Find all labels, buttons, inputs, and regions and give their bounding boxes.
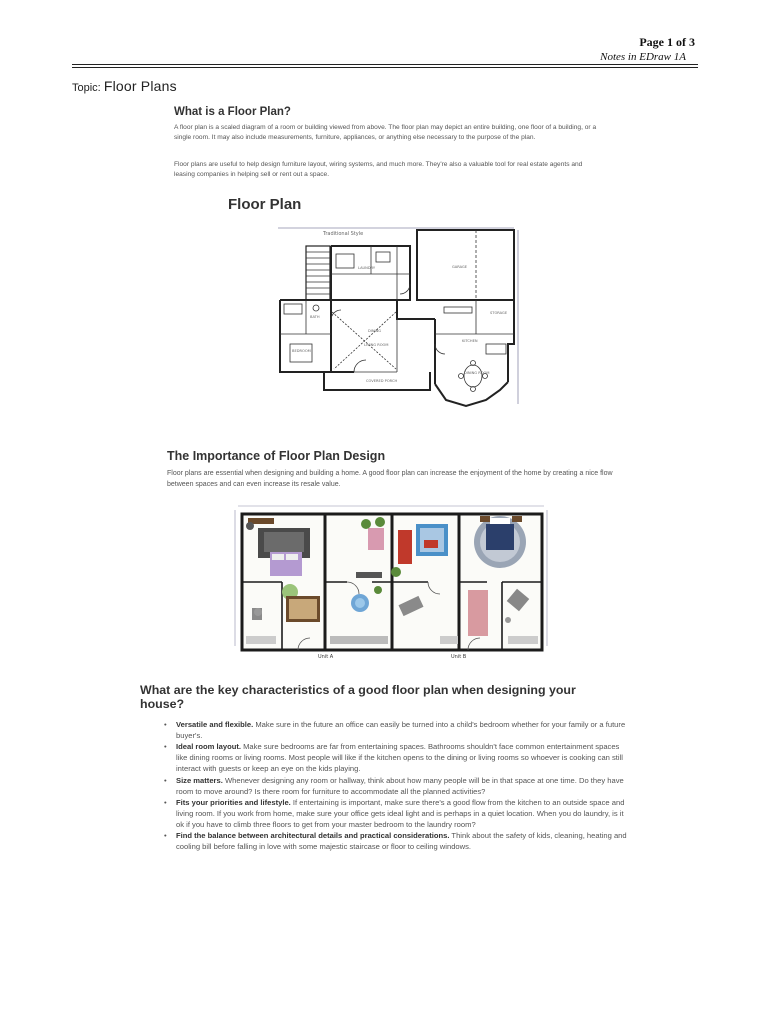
- item-text: Make sure in the future an office can easily be turned into a child's bedroom whether for your family or a future buyer's.: [176, 720, 626, 740]
- fp-label-living-room: LIVING ROOM: [364, 343, 389, 347]
- floor-plan-title: Floor Plan: [228, 196, 302, 213]
- what-is-para-1: A floor plan is a scaled diagram of a room or building viewed from above. The floor plan may depict an entire building, one floor of a building, or a single room. It may also include measurements, furniture, appliances, or anything else necessary to the purpose of the plan.: [174, 124, 597, 141]
- fp-label-storage: STORAGE: [490, 311, 508, 315]
- fp-label-dining: DINING: [368, 329, 382, 333]
- fp-label-kitchen: KITCHEN: [462, 339, 478, 343]
- header-rule-thin: [72, 67, 698, 68]
- fp-label-bath: BATH: [310, 315, 320, 319]
- item-lead: Size matters.: [176, 775, 223, 785]
- traditional-floor-plan-diagram: [276, 224, 524, 408]
- topic-line: [72, 78, 177, 94]
- characteristics-heading: What are the key characteristics of a good floor plan when designing your house?: [140, 683, 576, 711]
- two-unit-floor-plan-diagram: [232, 500, 550, 662]
- fp-label-dining-room: DINING ROOM: [464, 371, 490, 375]
- fp-label-laundry: LAUNDRY: [358, 266, 376, 270]
- list-item: [176, 776, 628, 798]
- characteristics-list: [176, 720, 628, 854]
- what-is-heading: What is a Floor Plan?: [174, 106, 291, 118]
- header-rule: [72, 64, 698, 65]
- topic-value: Floor Plans: [103, 78, 177, 94]
- list-item: [176, 831, 628, 853]
- item-text: Whenever designing any room or hallway, think about how many people will be in that space at one time. Do they have room to move around? Is there room for furniture to accommodate all the planned activities?: [176, 775, 624, 796]
- fp-label-bedroom: BEDROOM: [292, 349, 311, 353]
- item-lead: Versatile and flexible.: [176, 720, 254, 729]
- importance-heading: The Importance of Floor Plan Design: [167, 449, 386, 463]
- item-lead: Fits your priorities and lifestyle.: [176, 798, 291, 808]
- unit-b-label: Unit B: [451, 654, 467, 660]
- item-text: Think about the safety of kids, cleaning, heating and cooling bill before falling in love with some majestic staircase or floor to ceiling windows.: [176, 831, 627, 852]
- notes-label: Notes in EDraw 1A: [600, 51, 686, 63]
- item-text: If entertaining is important, make sure there's a good flow from the kitchen to an outside space and living room. If you work from home, make sure your office gets ideal light and is perhaps in a quiet location. When you do laundry, is it ok if you have to climb three floors to get from your master bedroom to the laundry room?: [176, 798, 625, 829]
- what-is-para-2: Floor plans are useful to help design furniture layout, wiring systems, and much more. They're also a valuable tool for real estate agents and leasing companies in helping sell or rent out a space.: [174, 161, 583, 178]
- fp-label-covered-porch: COVERED PORCH: [366, 379, 398, 383]
- list-item: [176, 720, 628, 742]
- item-text: Make sure bedrooms are far from entertaining spaces. Bathrooms shouldn't face common entertainment spaces like dining rooms or living rooms. Most people will like if the kitchen opens to the dining or living rooms so whoever is cooking can still interact with guests or keep an eye on the kids playing.: [176, 742, 623, 774]
- fp-label-garage: GARAGE: [452, 265, 468, 269]
- item-lead: Find the balance between architectural details and practical considerations.: [176, 831, 450, 841]
- list-item: [176, 798, 628, 831]
- topic-label: Topic:: [72, 82, 101, 94]
- unit-a-label: Unit A: [318, 654, 334, 660]
- page-number: Page 1 of 3: [639, 35, 695, 49]
- list-item: [176, 742, 628, 775]
- importance-para: Floor plans are essential when designing and building a home. A good floor plan can increase the enjoyment of the home by creating a nice flow between spaces and can even increase its resale value.: [167, 470, 613, 488]
- item-lead: Ideal room layout.: [176, 742, 241, 752]
- fp-subtitle: Traditional Style: [323, 231, 364, 237]
